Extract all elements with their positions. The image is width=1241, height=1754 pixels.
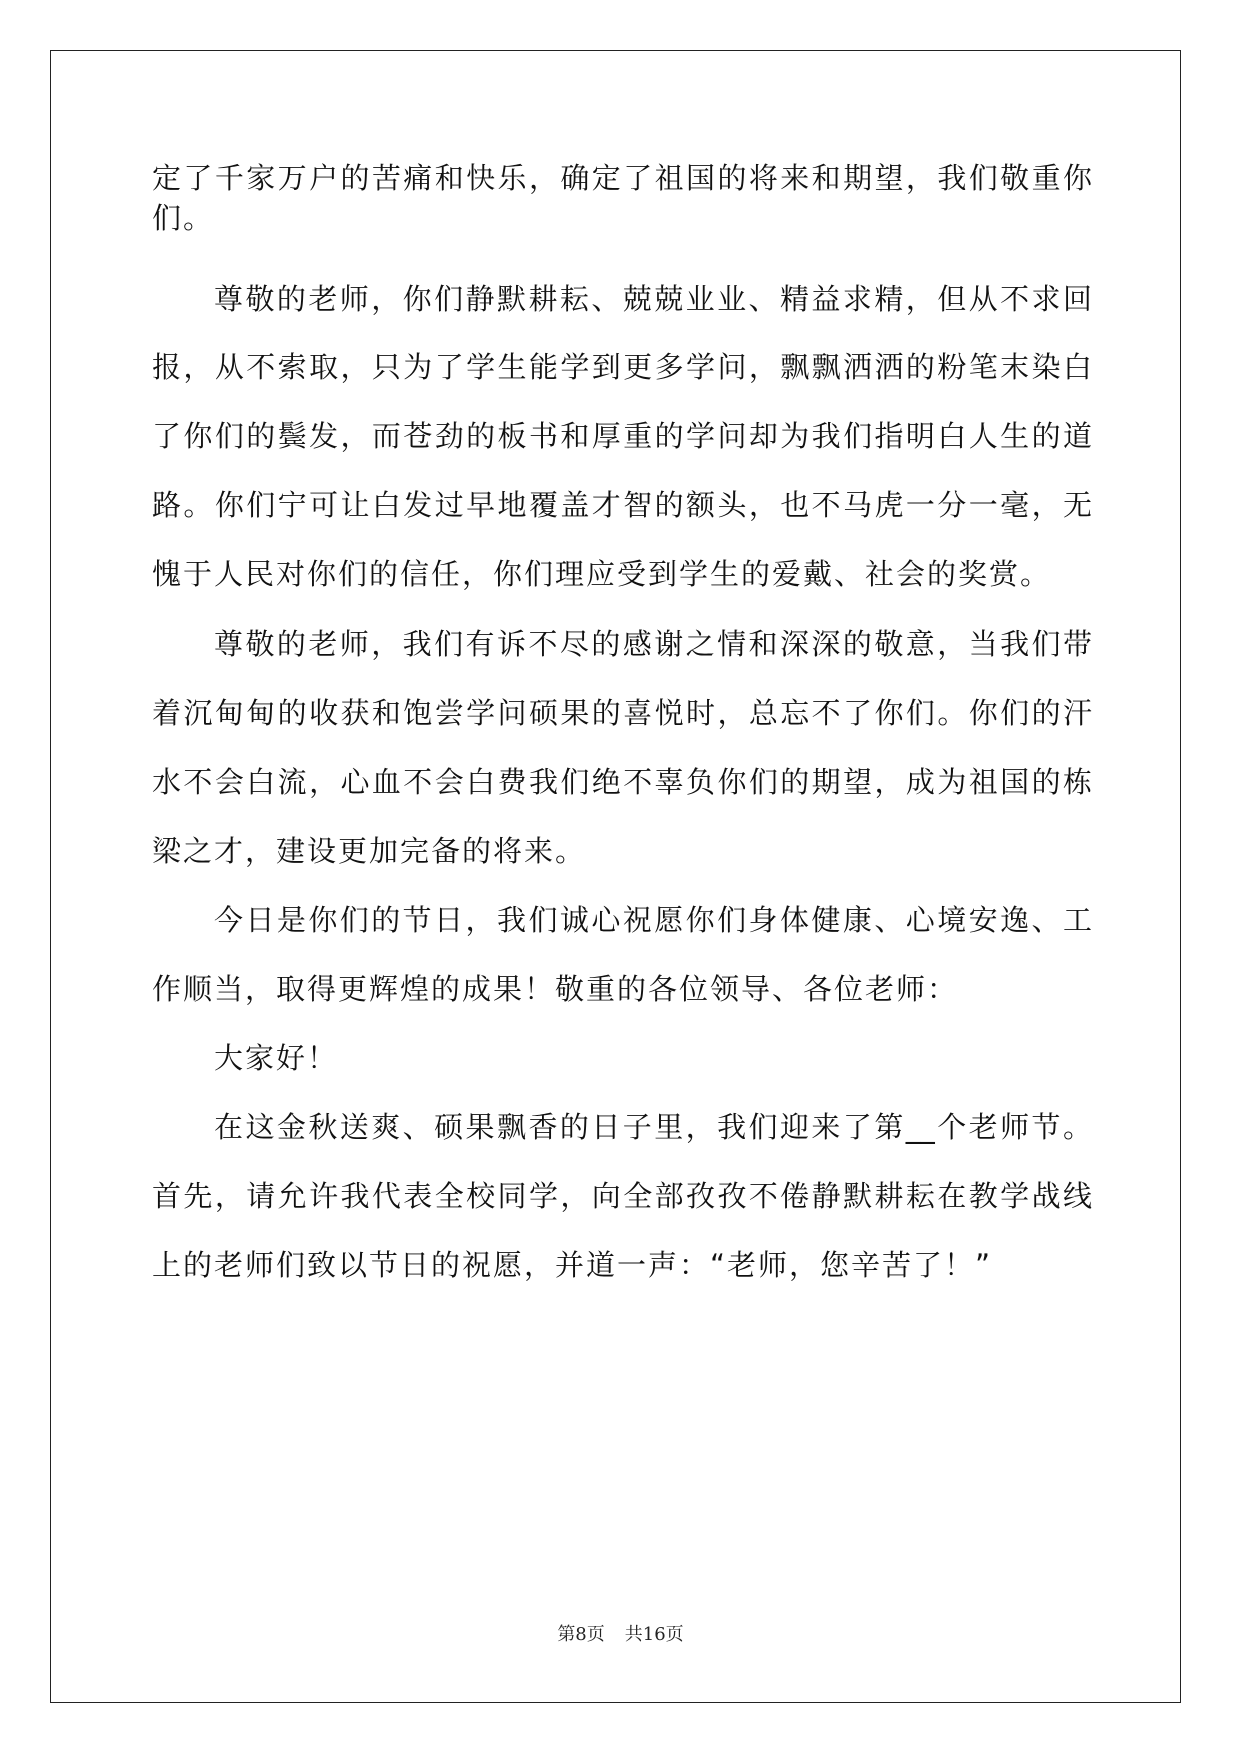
- paragraph-first-line: 今日是你们的节日，我们诚心祝愿你们身体健康、心境安逸、工: [214, 903, 1092, 937]
- page-total: 共16页: [624, 1624, 684, 1645]
- paragraph-first-line: 尊敬的老师，我们有诉不尽的感谢之情和深深的敬意，当我们带: [214, 627, 1092, 661]
- text-line: 上的老师们致以节日的祝愿，并道一声：“老师，您辛苦了！”: [152, 1248, 993, 1282]
- text-line: 定了千家万户的苦痛和快乐，确定了祖国的将来和期望，我们敬重你: [152, 161, 1092, 195]
- text-line: 愧于人民对你们的信任，你们理应受到学生的爱戴、社会的奖赏。: [152, 557, 1052, 591]
- text-line: 水不会白流，心血不会白费我们绝不辜负你们的期望，成为祖国的栋: [152, 765, 1092, 799]
- text-line: 梁之才，建设更加完备的将来。: [152, 834, 587, 868]
- text-line: 路。你们宁可让白发过早地覆盖才智的额头，也不马虎一分一毫，无: [152, 488, 1092, 522]
- text-line: 首先，请允许我代表全校同学，向全部孜孜不倦静默耕耘在教学战线: [152, 1179, 1092, 1213]
- greeting-line: 大家好！: [214, 1041, 339, 1075]
- text-line: 了你们的鬓发，而苍劲的板书和厚重的学问却为我们指明白人生的道: [152, 419, 1092, 453]
- paragraph-first-line: 尊敬的老师，你们静默耕耘、兢兢业业、精益求精，但从不求回: [214, 282, 1092, 316]
- paragraph-first-line: 在这金秋送爽、硕果飘香的日子里，我们迎来了第__个老师节。: [214, 1110, 1092, 1144]
- text-line: 报，从不索取，只为了学生能学到更多学问，飘飘洒洒的粉笔末染白: [152, 350, 1092, 384]
- text-line: 作顺当，取得更辉煌的成果！敬重的各位领导、各位老师：: [152, 972, 959, 1006]
- text-line: 们。: [152, 201, 215, 235]
- page-number: 第8页: [557, 1624, 605, 1645]
- page-footer: [0, 1620, 1241, 1646]
- text-line: 着沉甸甸的收获和饱尝学问硕果的喜悦时，总忘不了你们。你们的汗: [152, 696, 1092, 730]
